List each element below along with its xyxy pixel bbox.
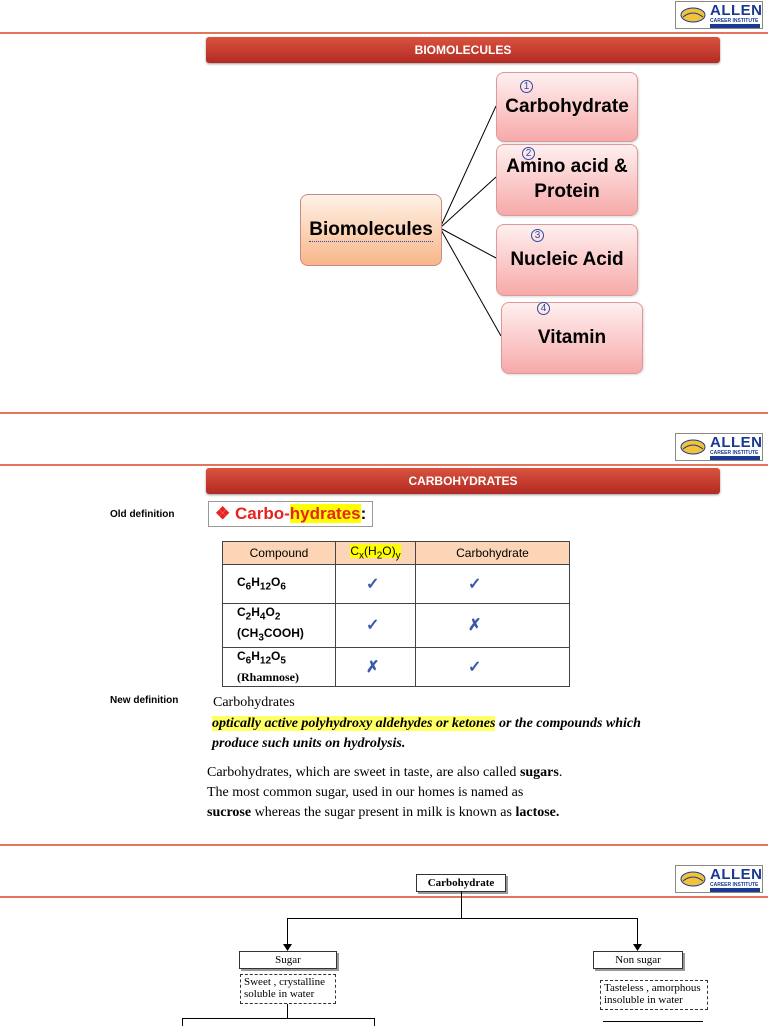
header-carbohydrate: Carbohydrate	[416, 542, 570, 565]
branch-label: Nucleic Acid	[510, 248, 624, 270]
annotation-mark-2: 2	[522, 147, 535, 160]
annotation-mark-1: 1	[520, 80, 533, 93]
para-text: whereas the sugar present in milk is known as	[251, 805, 516, 820]
sugar-desc-line2: soluble in water	[244, 988, 315, 1000]
allen-bar	[710, 456, 760, 460]
heading-part1: Carbo-	[234, 504, 290, 523]
nonsugar-desc-line1: Tasteless , amorphous	[604, 982, 701, 994]
tree-connector	[182, 1018, 183, 1026]
header-compound: Compound	[223, 542, 336, 565]
para-bold-sugars: sugars	[519, 765, 559, 780]
is-carb-cell	[416, 565, 570, 604]
tree-node-nonsugar: Non sugar	[593, 951, 683, 969]
new-definition-text	[212, 714, 732, 754]
para-bold-lactose: lactose.	[515, 805, 560, 820]
heading-colon: :	[360, 504, 367, 523]
allen-subtitle: CAREER INSTITUTE	[710, 882, 759, 888]
annotation-mark-3: 3	[531, 229, 544, 242]
allen-logo	[675, 865, 763, 893]
arrow-down-icon	[633, 944, 642, 951]
formula-fit-cell	[336, 647, 416, 686]
definition-line2: produce such units on hydrolysis.	[212, 736, 406, 751]
compound-table	[222, 541, 570, 687]
branch-label: Amino acid &	[506, 156, 628, 178]
compound-cell: $C_2H_4O_2$ $(CH_3COOH)$	[223, 604, 336, 648]
check-icon: ✓	[468, 658, 482, 676]
allen-brand: ALLEN	[710, 2, 763, 19]
allen-brand: ALLEN	[710, 866, 763, 883]
allen-subtitle: CAREER INSTITUTE	[710, 18, 759, 24]
check-icon: ✓	[468, 576, 482, 593]
mindmap-center-label: Biomolecules	[309, 218, 433, 240]
slide2-top-divider	[0, 464, 768, 466]
branch-label-line2: Protein	[534, 181, 600, 202]
compound-cell: $C_6H_{12}O_6$	[223, 565, 336, 604]
branch-label: Carbohydrate	[505, 95, 629, 117]
allen-brand: ALLEN	[710, 434, 763, 451]
table-row	[223, 604, 570, 648]
tree-connector	[287, 1004, 288, 1018]
slide1-bottom-divider	[0, 412, 768, 414]
slide2-bottom-divider	[0, 844, 768, 846]
cross-icon: ✗	[366, 658, 380, 676]
arrow-down-icon	[283, 944, 292, 951]
tree-connector	[603, 1021, 703, 1022]
tree-node-sugar: Sugar	[239, 951, 337, 969]
sugar-description	[240, 974, 336, 1004]
table-row	[223, 647, 570, 686]
allen-logo	[675, 433, 763, 461]
allen-emblem-icon	[679, 869, 707, 889]
para-text: .	[558, 765, 563, 780]
para-text: The most common sugar, used in our homes is named as	[207, 785, 524, 800]
tree-connector	[461, 891, 462, 919]
is-carb-cell	[416, 647, 570, 686]
mindmap-center-biomolecules	[300, 194, 442, 266]
tree-connector	[182, 1018, 375, 1019]
nonsugar-description	[600, 980, 708, 1010]
branch-label: Vitamin	[537, 326, 607, 348]
slide2-banner: CARBOHYDRATES	[206, 468, 720, 494]
formula-fit-cell	[336, 565, 416, 604]
old-definition-label: Old definition	[110, 509, 175, 520]
para-text: Carbohydrates, which are sweet in taste, are also called	[207, 765, 520, 780]
cross-icon: ✗	[468, 617, 482, 635]
mindmap-branch-nucleic-acid	[496, 224, 638, 296]
new-definition-label: New definition	[110, 695, 179, 706]
nonsugar-desc-line2: insoluble in water	[604, 994, 683, 1006]
check-icon: ✓	[366, 576, 380, 593]
annotation-mark-4: 4	[537, 302, 550, 315]
mindmap-branch-amino-acid	[496, 144, 638, 216]
check-icon: ✓	[366, 617, 380, 635]
compound-cell: $C_6H_{12}O_5$ (Rhamnose)	[223, 647, 336, 686]
slide3-top-divider	[0, 896, 768, 898]
highlighted-definition: optically active polyhydroxy aldehydes or ketones	[212, 716, 496, 731]
tree-connector	[374, 1018, 375, 1026]
heading-bullet-icon: ❖	[215, 504, 231, 523]
mindmap-branch-carbohydrate	[496, 72, 638, 142]
new-definition-title: Carbohydrates	[213, 695, 295, 710]
tree-connector	[287, 918, 638, 919]
allen-bar	[710, 888, 760, 892]
para-bold-sucrose: sucrose	[207, 805, 252, 820]
mindmap-branch-vitamin	[501, 302, 643, 374]
is-carb-cell	[416, 604, 570, 648]
header-formula: $C_x(H_2O)_y$	[336, 542, 416, 565]
table-header-row	[223, 542, 570, 565]
sugar-desc-line1: Sweet , crystalline	[244, 976, 325, 988]
heading-part2: hydrates	[289, 504, 361, 523]
definition-rest: or the compounds which	[495, 716, 641, 731]
allen-emblem-icon	[679, 437, 707, 457]
formula-fit-cell	[336, 604, 416, 648]
slide1-banner: BIOMOLECULES	[206, 37, 720, 63]
table-row	[223, 565, 570, 604]
carbohydrates-heading	[208, 501, 373, 527]
sugars-paragraph	[207, 763, 727, 823]
allen-subtitle: CAREER INSTITUTE	[710, 450, 759, 456]
tree-root-carbohydrate: Carbohydrate	[416, 874, 506, 892]
